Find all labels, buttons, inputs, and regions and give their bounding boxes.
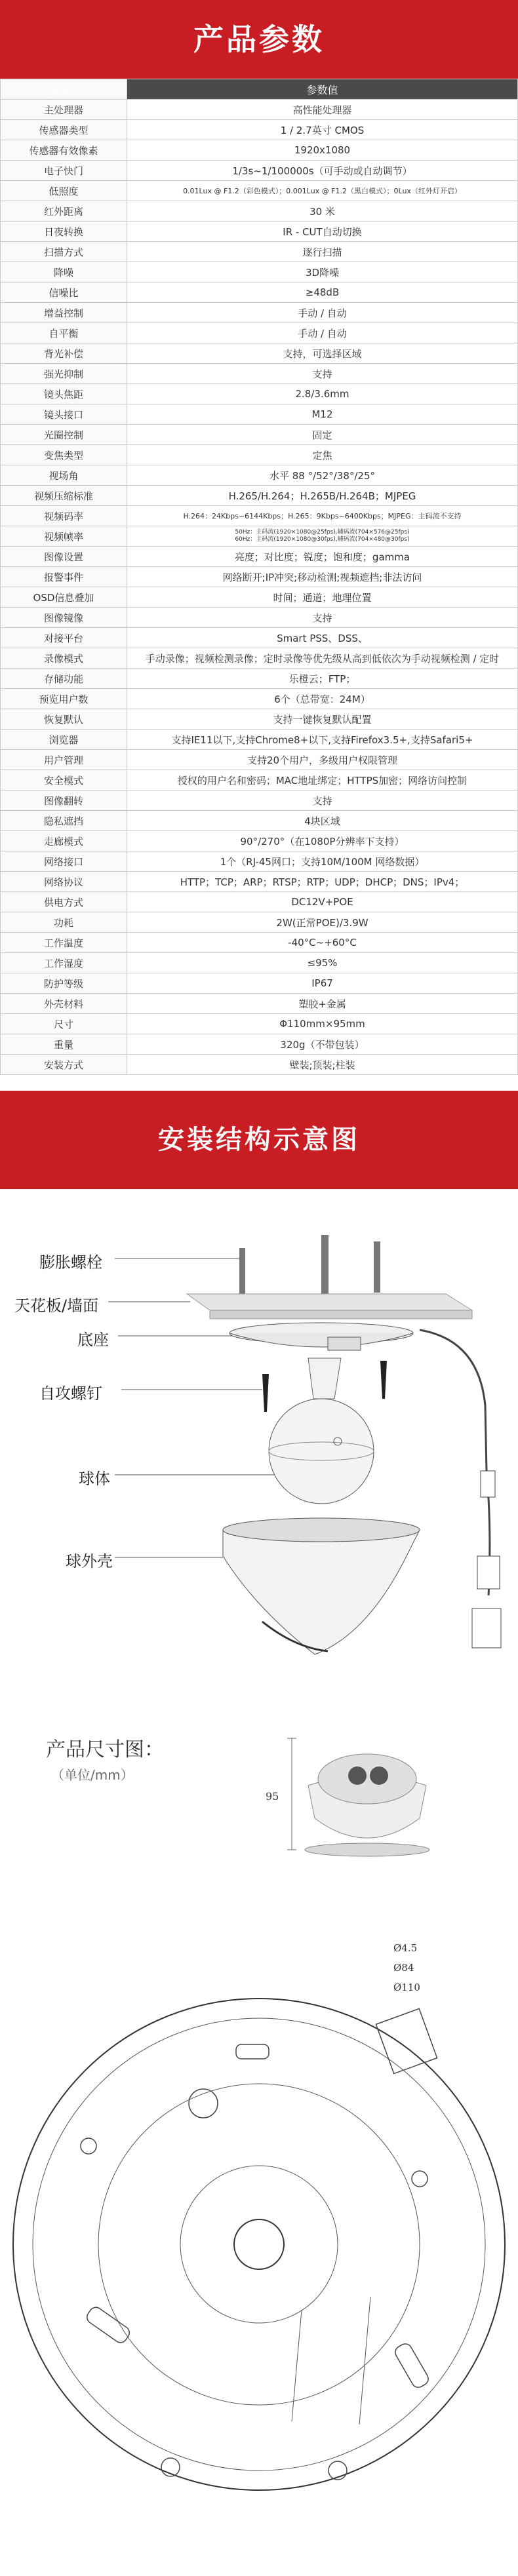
spec-table: [0, 79, 518, 1075]
param-value: 乐橙云；FTP；: [127, 669, 518, 689]
table-row: [1, 912, 518, 933]
table-row: [1, 181, 518, 201]
param-name: 工作湿度: [1, 953, 127, 973]
dimension-section: [0, 1727, 518, 2576]
param-name: 传感器类型: [1, 120, 127, 140]
param-value: 支持，可选择区域: [127, 343, 518, 364]
param-name: 安装方式: [1, 1055, 127, 1075]
table-row: [1, 343, 518, 364]
param-name: 功耗: [1, 912, 127, 933]
param-value: Φ110mm×95mm: [127, 1014, 518, 1034]
table-row: [1, 770, 518, 790]
param-name: 安全模式: [1, 770, 127, 790]
table-row: [1, 811, 518, 831]
param-name: 强光抑制: [1, 364, 127, 384]
table-row: [1, 506, 518, 526]
header-value: 参数值: [127, 79, 518, 100]
table-row: [1, 587, 518, 608]
table-row: [1, 567, 518, 587]
table-row: [1, 384, 518, 404]
param-name: 视频压缩标准: [1, 486, 127, 506]
table-row: [1, 526, 518, 547]
param-value: IP67: [127, 973, 518, 994]
table-row: [1, 730, 518, 750]
table-row: [1, 608, 518, 628]
params-banner: [0, 0, 518, 79]
param-value: 定焦: [127, 445, 518, 465]
param-value: 1个（RJ-45网口；支持10M/100M 网络数据）: [127, 851, 518, 872]
param-name: 光圈控制: [1, 425, 127, 445]
dimension-title: 产品尺寸图：: [46, 1738, 164, 1761]
param-value: 支持20个用户，多级用户权限管理: [127, 750, 518, 770]
param-value: 支持: [127, 364, 518, 384]
param-value: 1 / 2.7英寸 CMOS: [127, 120, 518, 140]
table-header-row: [1, 79, 518, 100]
param-name: 重量: [1, 1034, 127, 1055]
param-name: 图像设置: [1, 547, 127, 567]
param-name: 镜头焦距: [1, 384, 127, 404]
param-value: 时间；通道；地理位置: [127, 587, 518, 608]
param-value: 支持: [127, 790, 518, 811]
param-name: 日夜转换: [1, 222, 127, 242]
param-value: 320g（不带包装）: [127, 1034, 518, 1055]
install-banner: [0, 1091, 518, 1189]
param-value: 网络断开;IP冲突;移动检测;视频遮挡;非法访问: [127, 567, 518, 587]
table-row: [1, 1034, 518, 1055]
param-name: 尺寸: [1, 1014, 127, 1034]
params-title: 产品参数: [193, 22, 325, 57]
table-row: [1, 669, 518, 689]
param-value: 支持IE11以下,支持Chrome8+以下,支持Firefox3.5+,支持Safari5+: [127, 730, 518, 750]
param-name: 图像翻转: [1, 790, 127, 811]
param-name: 外壳材料: [1, 994, 127, 1014]
table-row: [1, 648, 518, 669]
param-name: 自平衡: [1, 323, 127, 343]
param-name: OSD信息叠加: [1, 587, 127, 608]
table-row: [1, 201, 518, 222]
table-row: [1, 404, 518, 425]
param-name: 对接平台: [1, 628, 127, 648]
table-row: [1, 628, 518, 648]
param-name: 电子快门: [1, 161, 127, 181]
param-name: 工作温度: [1, 933, 127, 953]
param-value: 固定: [127, 425, 518, 445]
param-value: 6个（总带宽：24M）: [127, 689, 518, 709]
param-name: 录像模式: [1, 648, 127, 669]
param-value: 授权的用户名和密码；MAC地址绑定；HTTPS加密；网络访问控制: [127, 770, 518, 790]
param-value: 90°/270°（在1080P分辨率下支持）: [127, 831, 518, 851]
param-value: 4块区域: [127, 811, 518, 831]
dim-inner-diameter: Ø84: [393, 1962, 414, 1974]
param-name: 防护等级: [1, 973, 127, 994]
table-row: [1, 100, 518, 120]
param-name: 网络协议: [1, 872, 127, 892]
param-value: 手动录像；视频检测录像；定时录像等优先级从高到低依次为手动视频检测 / 定时: [127, 648, 518, 669]
table-row: [1, 892, 518, 912]
table-row: [1, 222, 518, 242]
table-row: [1, 425, 518, 445]
param-value: HTTP；TCP；ARP；RTSP；RTP；UDP；DHCP；DNS；IPv4；: [127, 872, 518, 892]
param-value: ≥48dB: [127, 283, 518, 303]
table-row: [1, 465, 518, 486]
table-row: [1, 161, 518, 181]
param-value: DC12V+POE: [127, 892, 518, 912]
label-ceiling: 天花板/墙面: [14, 1297, 99, 1315]
table-row: [1, 140, 518, 161]
table-row: [1, 953, 518, 973]
dimension-unit: （单位/mm）: [51, 1767, 134, 1783]
param-name: 扫描方式: [1, 242, 127, 262]
param-value: 50Hz：主码流(1920×1080@25fps),辅码流(704×576@25fps) 60Hz：主码流(1920×1080@30fps),辅码流(704×480@30fps): [127, 526, 518, 547]
label-base: 底座: [77, 1331, 109, 1349]
param-value: 30 米: [127, 201, 518, 222]
param-value: 壁装;顶装;柱装: [127, 1055, 518, 1075]
param-value: 2.8/3.6mm: [127, 384, 518, 404]
param-name: 预览用户数: [1, 689, 127, 709]
table-row: [1, 547, 518, 567]
table-row: [1, 323, 518, 343]
label-shell: 球外壳: [66, 1552, 113, 1571]
table-row: [1, 283, 518, 303]
table-row: [1, 831, 518, 851]
param-name: 变焦类型: [1, 445, 127, 465]
exploded-view-drawing: [0, 1189, 518, 1727]
install-title: 安装结构示意图: [158, 1125, 360, 1155]
table-row: [1, 303, 518, 323]
param-value: 亮度；对比度；锐度；饱和度；gamma: [127, 547, 518, 567]
param-value: -40°C~+60°C: [127, 933, 518, 953]
table-row: [1, 750, 518, 770]
param-name: 走廊模式: [1, 831, 127, 851]
table-row: [1, 262, 518, 283]
install-diagram: [0, 1189, 518, 1727]
param-value: 支持一键恢复默认配置: [127, 709, 518, 730]
param-name: 供电方式: [1, 892, 127, 912]
table-row: [1, 445, 518, 465]
param-name: 浏览器: [1, 730, 127, 750]
param-value: 逐行扫描: [127, 242, 518, 262]
table-row: [1, 973, 518, 994]
param-name: 增益控制: [1, 303, 127, 323]
table-row: [1, 933, 518, 953]
label-screw: 自攻螺钉: [39, 1384, 102, 1403]
param-name: 视场角: [1, 465, 127, 486]
table-row: [1, 486, 518, 506]
param-name: 存储功能: [1, 669, 127, 689]
param-name: 降噪: [1, 262, 127, 283]
param-value: ≤95%: [127, 953, 518, 973]
table-row: [1, 689, 518, 709]
param-value: 塑胶+金属: [127, 994, 518, 1014]
dimension-drawing: [0, 1727, 518, 2576]
table-row: [1, 242, 518, 262]
table-row: [1, 364, 518, 384]
param-value: 1920x1080: [127, 140, 518, 161]
param-name: 恢复默认: [1, 709, 127, 730]
param-name: 信噪比: [1, 283, 127, 303]
param-value: M12: [127, 404, 518, 425]
table-row: [1, 709, 518, 730]
param-value: IR - CUT自动切换: [127, 222, 518, 242]
param-value: H.265/H.264；H.265B/H.264B；MJPEG: [127, 486, 518, 506]
param-name: 红外距离: [1, 201, 127, 222]
table-row: [1, 851, 518, 872]
param-value: 支持: [127, 608, 518, 628]
param-name: 传感器有效像素: [1, 140, 127, 161]
height-dimension: 95: [266, 1790, 279, 1803]
table-row: [1, 1055, 518, 1075]
param-value: 高性能处理器: [127, 100, 518, 120]
param-value: 水平 88 °/52°/38°/25°: [127, 465, 518, 486]
table-row: [1, 872, 518, 892]
param-value: 0.01Lux @ F1.2（彩色模式）；0.001Lux @ F1.2（黑白模式）；0Lux（红外灯开启）: [127, 181, 518, 201]
param-value: Smart PSS、DSS、: [127, 628, 518, 648]
param-name: 低照度: [1, 181, 127, 201]
param-value: 手动 / 自动: [127, 323, 518, 343]
dim-screw-hole: Ø4.5: [393, 1942, 418, 1954]
param-value: 2W(正常POE)/3.9W: [127, 912, 518, 933]
param-name: 用户管理: [1, 750, 127, 770]
param-name: 主处理器: [1, 100, 127, 120]
param-name: 网络接口: [1, 851, 127, 872]
dim-outer-diameter: Ø110: [393, 1981, 420, 1993]
label-ball: 球体: [79, 1470, 110, 1488]
param-value: H.264：24Kbps~6144Kbps；H.265：9Kbps~6400Kbps；MJPEG：主码流不支持: [127, 506, 518, 526]
param-value: 1/3s~1/100000s（可手动或自动调节）: [127, 161, 518, 181]
param-name: 视频帧率: [1, 526, 127, 547]
spec-table-body: [1, 100, 518, 1075]
table-row: [1, 790, 518, 811]
header-name: 参数名: [1, 79, 127, 100]
table-row: [1, 994, 518, 1014]
table-row: [1, 1014, 518, 1034]
param-name: 图像镜像: [1, 608, 127, 628]
param-value: 3D降噪: [127, 262, 518, 283]
param-name: 背光补偿: [1, 343, 127, 364]
param-name: 报警事件: [1, 567, 127, 587]
param-name: 隐私遮挡: [1, 811, 127, 831]
param-value: 手动 / 自动: [127, 303, 518, 323]
param-name: 镜头接口: [1, 404, 127, 425]
table-row: [1, 120, 518, 140]
label-expansion-bolt: 膨胀螺栓: [39, 1253, 102, 1272]
param-name: 视频码率: [1, 506, 127, 526]
